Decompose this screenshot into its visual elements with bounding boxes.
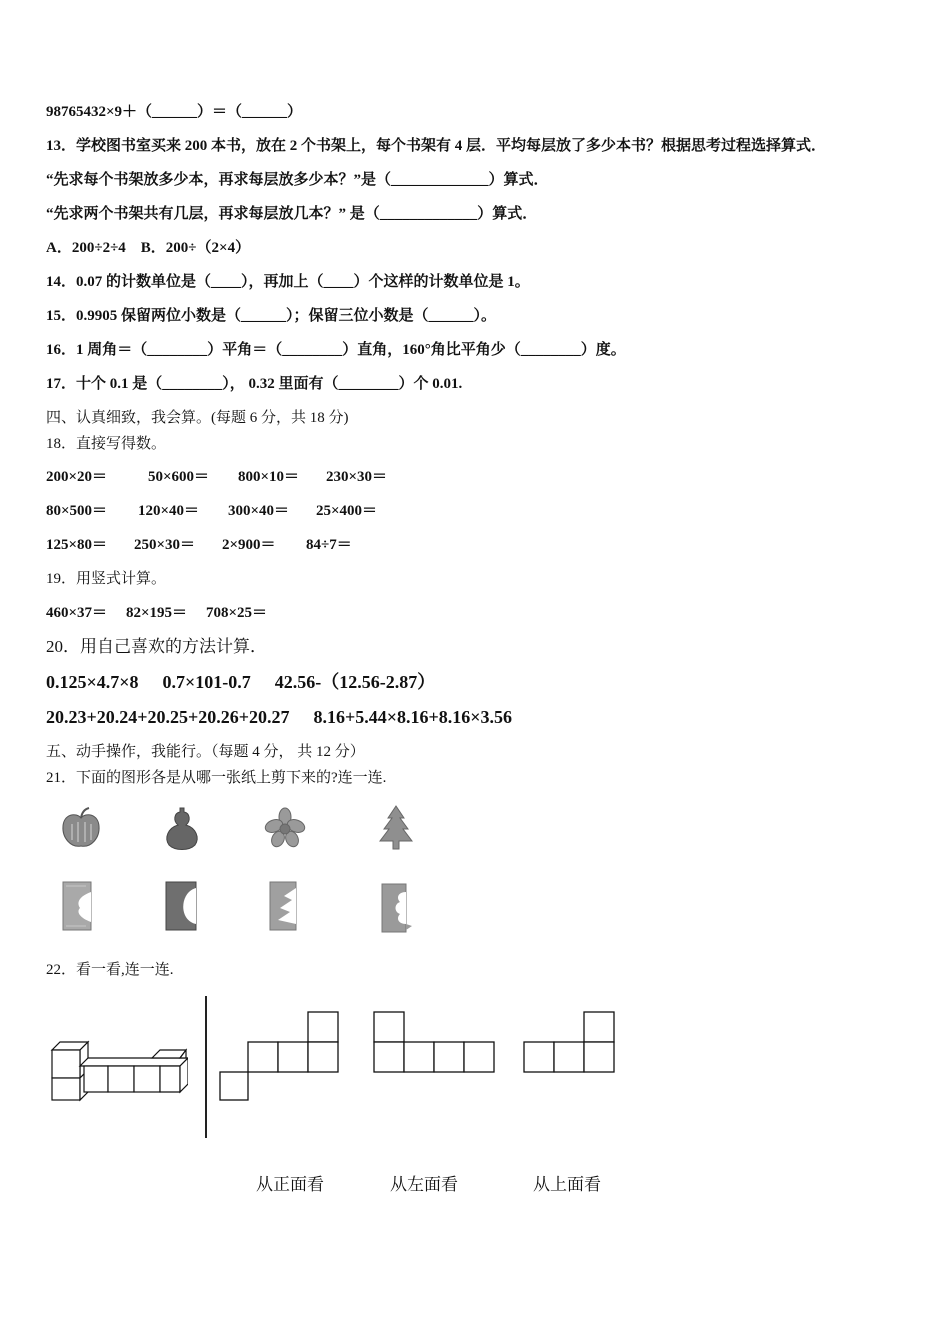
expr: 8.16+5.44×8.16+8.16×3.56 <box>313 707 513 727</box>
expr: 230×30＝ <box>326 469 388 485</box>
expr: 25×400＝ <box>316 503 378 519</box>
line-q12-tail: 98765432×9＋（______）＝（______） <box>46 104 303 120</box>
q20-row-2 <box>46 707 534 727</box>
expr: 20.23+20.24+20.25+20.26+20.27 <box>46 707 290 727</box>
question-19: 19．用竖式计算。 <box>46 571 167 587</box>
front-view-grid <box>218 1010 342 1104</box>
paper-zigzag-cutout-icon <box>266 878 302 934</box>
question-13-options: A．200÷2÷4 B．200÷（2×4） <box>46 240 251 256</box>
q18-row-3 <box>46 535 374 555</box>
question-18: 18．直接写得数。 <box>46 436 167 452</box>
view-label-front: 从正面看 <box>256 1175 324 1195</box>
expr: 2×900＝ <box>222 537 276 553</box>
expr: 84÷7＝ <box>306 537 352 553</box>
question-21: 21．下面的图形各是从哪一张纸上剪下来的?连一连. <box>46 770 387 786</box>
section-4-title: 四、认真细致，我会算。(每题 6 分，共 18 分) <box>46 410 349 426</box>
expr: 0.125×4.7×8 <box>46 672 139 692</box>
q20-row-1 <box>46 672 457 692</box>
question-14: 14．0.07 的计数单位是（____），再加上（____）个这样的计数单位是 1。 <box>46 274 530 290</box>
q18-row-2 <box>46 501 399 521</box>
expr: 120×40＝ <box>138 503 200 519</box>
left-view-grid <box>372 1010 498 1074</box>
expr: 708×25＝ <box>206 605 268 621</box>
paper-leaf-cutout-icon <box>60 878 96 934</box>
flower-shape-icon <box>262 806 308 850</box>
paper-moon-cutout-icon <box>162 878 202 934</box>
expr: 125×80＝ <box>46 537 108 553</box>
expr: 300×40＝ <box>228 503 290 519</box>
question-13-part-b: “先求两个书架共有几层，再求每层放几本？” 是（_____________）算式． <box>46 206 538 222</box>
gourd-shape-icon <box>160 804 204 852</box>
section-5-title: 五、动手操作，我能行。（每题 4 分， 共 12 分） <box>46 744 365 760</box>
question-13-part-a: “先求每个书架放多少本，再求每层放多少本？”是（_____________）算式． <box>46 172 549 188</box>
expr: 460×37＝ <box>46 605 108 621</box>
view-label-left: 从左面看 <box>390 1175 458 1195</box>
tree-shape-icon <box>374 804 418 852</box>
view-label-top: 从上面看 <box>533 1175 601 1195</box>
divider-line <box>205 996 207 1138</box>
question-15: 15．0.9905 保留两位小数是（______）；保留三位小数是（______）。 <box>46 308 497 324</box>
expr: 0.7×101-0.7 <box>162 672 251 692</box>
question-13: 13．学校图书室买来 200 本书，放在 2 个书架上，每个书架有 4 层．平均每层放了多少本书？根据思考过程选择算式． <box>46 138 827 154</box>
question-22: 22．看一看,连一连. <box>46 962 174 978</box>
top-view-grid <box>522 1010 618 1074</box>
question-16: 16．1 周角＝（________）平角＝（________）直角，160°角比平角少（________）度。 <box>46 342 626 358</box>
apple-shape-icon <box>58 806 104 852</box>
expr: 82×195＝ <box>126 605 188 621</box>
expr: 80×500＝ <box>46 503 108 519</box>
paper-flower-cutout-icon <box>378 880 414 936</box>
question-17: 17．十个 0.1 是（________）， 0.32 里面有（________）个 0.01. <box>46 376 463 392</box>
cube-stack-figure <box>48 1036 188 1106</box>
expr: 50×600＝ <box>148 469 210 485</box>
question-20: 20．用自己喜欢的方法计算． <box>46 637 267 656</box>
expr: 200×20＝ <box>46 469 108 485</box>
q19-row <box>46 603 289 623</box>
expr: 250×30＝ <box>134 537 196 553</box>
expr: 800×10＝ <box>238 469 300 485</box>
expr: 42.56-（12.56-2.87） <box>274 672 436 692</box>
q18-row-1 <box>46 467 409 487</box>
